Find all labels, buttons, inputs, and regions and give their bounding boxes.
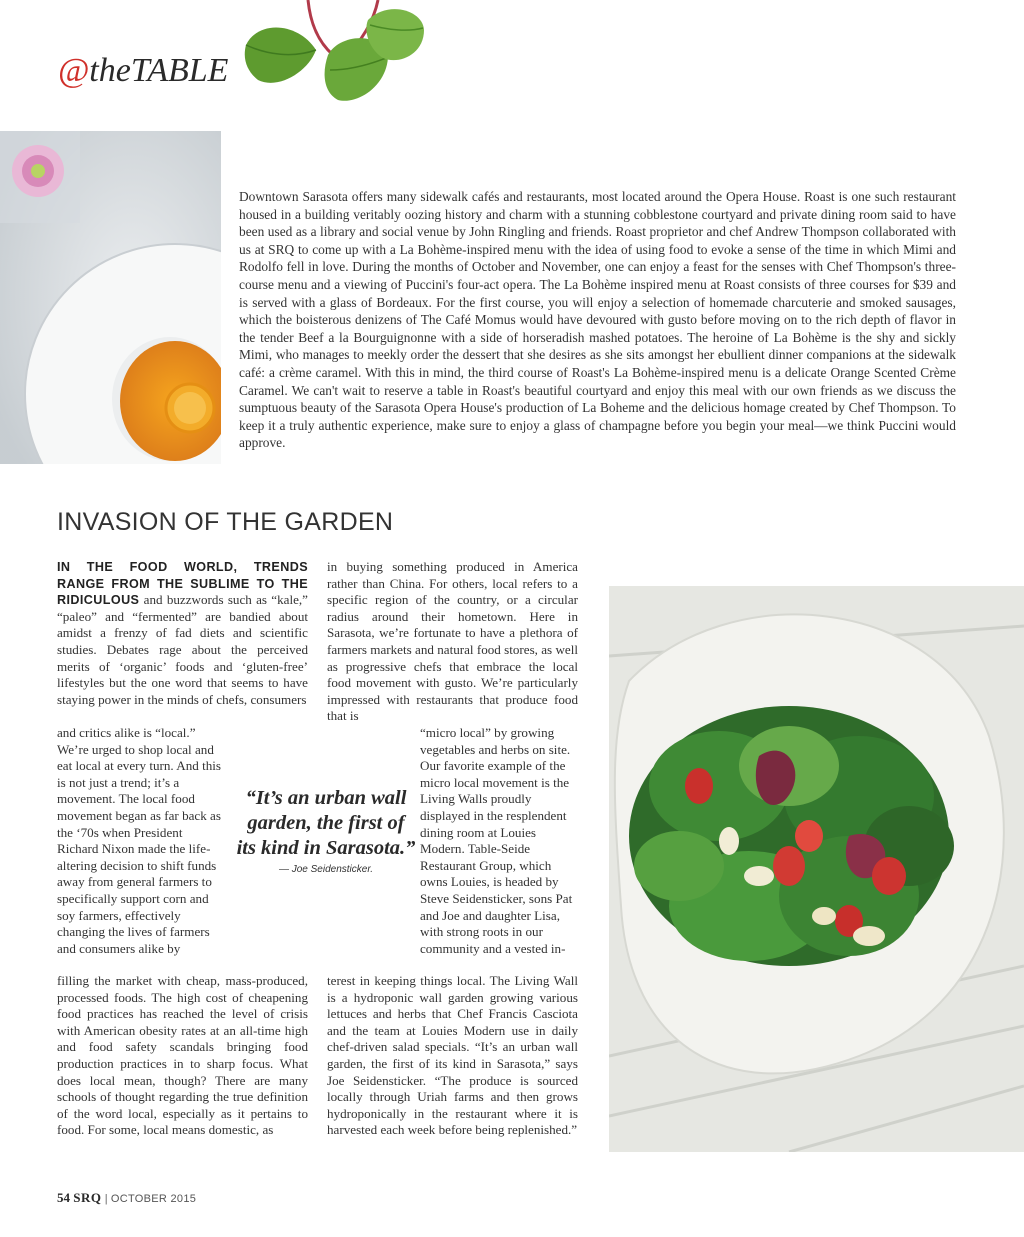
salad-plate-photo bbox=[609, 586, 1024, 1152]
magazine-name: SRQ bbox=[73, 1190, 102, 1205]
pull-quote bbox=[236, 786, 416, 875]
column-1-middle-text: and critics alike is “local.” We’re urged to shop local and eat local at every turn. And this is not just a trend; it’s a movement. The local food movement began as far back as the ‘70s when President Richard Nixon made the life-altering decision to shift funds away from general farmers to specifically support corn and soy farmers, effectively changing the lives of farmers and consumers alike by bbox=[57, 725, 221, 956]
page-footer bbox=[57, 1190, 196, 1206]
logo-at-sign: @ bbox=[58, 52, 90, 89]
pull-quote-attribution: — Joe Seidensticker. bbox=[278, 864, 374, 875]
column-1-bottom bbox=[57, 973, 308, 1139]
column-2-bottom bbox=[327, 973, 578, 1139]
column-2-middle-text: “micro local” by growing vegetables and herbs on site. Our favorite example of the micro local movement is the Living Walls proudly displayed in the resplendent dining room at Louies Modern. Table-Seide Restaurant Group, which owns Louies, is headed by Steve Seidensticker, sons Pat and Joe and daughter Lisa, with strong roots in our community and a vested in- bbox=[420, 725, 573, 956]
pull-quote-text: “It’s an urban wall garden, the first of its kind in Sarasota.” bbox=[236, 787, 416, 859]
intro-text-block bbox=[239, 188, 956, 452]
page-number: 54 bbox=[57, 1190, 70, 1205]
column-1-bottom-text: filling the market with cheap, mass-produced, processed foods. The high cost of cheapening food practices has reached the level of crisis with American obesity rates at an all-time high and food safety scandals bringing food production practices in to sharp focus. What does local mean, though? There are many schools of thought regarding the true definition of the word local, especially as it pertains to food. For some, local means domestic, as bbox=[57, 973, 308, 1138]
column-2-top-text: in buying something produced in America rather than China. For others, local refers to a specific region of the country, or a circular radius around their hometown. Here in Sarasota, we’re fortunate to have a plethora of farmers markets and natural food stores, as well as progressive chefs that embrace the local food movement with gusto. We’re particularly impressed with restaurants that produce food that is bbox=[327, 559, 578, 724]
soup-bowl-photo bbox=[0, 131, 221, 464]
beet-greens-image bbox=[238, 0, 428, 110]
footer-separator: | bbox=[104, 1193, 108, 1205]
column-2-top bbox=[327, 559, 578, 725]
column-1-middle bbox=[57, 725, 227, 957]
article-headline: INVASION OF THE GARDEN bbox=[57, 508, 394, 536]
lead-in-text: IN THE FOOD WORLD, TRENDS RANGE FROM THE SUBLIME TO THE RIDICULOUS bbox=[57, 560, 308, 608]
column-1-top-text: and buzzwords such as “kale,” “paleo” and “fermented” are bandied about amidst a frenzy of fad diets and scientific studies. Debates rage about the perceived merits of ‘organic’ foods and ‘gluten-free’ lifestyles but the one word that seems to have staying power in the minds of chefs, consumers bbox=[57, 592, 308, 707]
logo-text: theTABLE bbox=[89, 52, 229, 89]
column-2-middle bbox=[420, 725, 578, 957]
intro-paragraph: Downtown Sarasota offers many sidewalk cafés and restaurants, most located around the Opera House. Roast is one such restaurant housed in a building veritably oozing history and charm with a stunning cobblestone courtyard and private dining room said to have been used as a library and social venue by John Ringling and friends. Roast proprietor and chef Andrew Thompson collaborated with us at SRQ to come up with a La Bohème-inspired menu with the idea of using food to evoke a sense of the time in which Mimi and Rodolfo fell in love. During the months of October and November, one can enjoy a feast for the senses with Chef Thompson's three-course menu and a viewing of Puccini's four-act opera. The La Bohème inspired menu at Roast consists of three courses for $39 and is served with a glass of Bordeaux. For the first course, you will enjoy a selection of homemade charcuterie and smoked sausages, which the boisterous denizens of The Café Momus would have devoured with gusto before moving on to the rich depth of flavor in the tender Beef a la Bourguignonne with a side of horseradish mashed potatoes. The heroine of La Bohème is the shy and sickly Mimi, who manages to meekly order the dessert that she desires as she sits amongst her ebullient dinner companions at the sidewalk café: a crème caramel. With this in mind, the third course of Roast's La Bohème-inspired menu is a delicate Orange Scented Crème Caramel. We can't wait to reserve a table in Roast's beautiful courtyard and enjoy this meal with our own friends as we discuss the sumptuous beauty of the Sarasota Opera House's production of La Boheme and the delicious homage created by Chef Thompson. To keep it a truly authentic experience, make sure to enjoy a glass of champagne before you begin your meal—we think Puccini would approve. bbox=[239, 189, 956, 451]
section-logo bbox=[58, 52, 228, 90]
column-1-top bbox=[57, 559, 308, 708]
issue-date: OCTOBER 2015 bbox=[110, 1193, 197, 1205]
column-2-bottom-text: terest in keeping things local. The Living Wall is a hydroponic wall garden growing various lettuces and herbs that Chef Francis Casciota and the team at Louies Modern use in daily chef-driven salad specials. “It’s an urban wall garden, the first of its kind in Sarasota,” says Joe Seidensticker. “The produce is sourced locally through Uriah farms and then grows hydroponically in the restaurant where it is harvested each week before being replenished.” bbox=[327, 973, 578, 1138]
